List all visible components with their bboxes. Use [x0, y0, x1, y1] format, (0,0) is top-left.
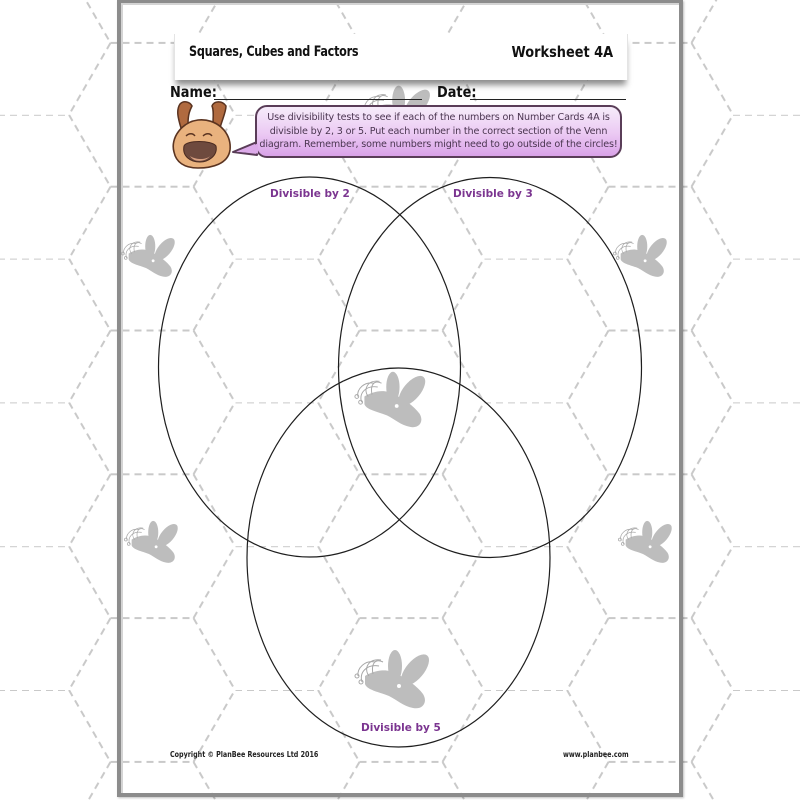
bee-icon: [124, 521, 181, 563]
worksheet-number: Worksheet 4A: [511, 43, 613, 61]
instruction-speech-bubble: [255, 105, 622, 158]
instruction-text: Use divisibility tests to see if each of the numbers on Number Cards 4A is divisible by 2, 3 or 5. Put each number in the correct section of the Venn diagram. Remember, some numbers might need to go outside of the circles!: [259, 112, 618, 151]
bee-icon: [355, 371, 430, 427]
bee-icon: [618, 521, 675, 563]
set-label-divisible-by-3: Divisible by 3: [453, 188, 533, 200]
name-label: Name:: [170, 83, 217, 101]
set-label-divisible-by-5: Divisible by 5: [361, 722, 441, 734]
bee-icon: [355, 650, 434, 709]
worksheet-header: [174, 34, 628, 80]
venn-circle-divisible-by-2[interactable]: [159, 177, 461, 557]
speech-bubble-tail: [233, 142, 257, 155]
date-label: Date:: [437, 83, 477, 101]
bee-icon: [613, 235, 670, 277]
website-link[interactable]: www.planbee.com: [563, 750, 629, 759]
date-field[interactable]: [470, 99, 626, 100]
venn-circle-divisible-by-3[interactable]: [339, 178, 642, 558]
smiling-dog-icon: [173, 102, 230, 168]
worksheet-title: Squares, Cubes and Factors: [189, 44, 359, 60]
set-label-divisible-by-2: Divisible by 2: [270, 188, 350, 200]
name-field[interactable]: [214, 99, 422, 100]
bee-icon: [121, 235, 178, 277]
copyright-text: Copyright © PlanBee Resources Ltd 2016: [170, 750, 319, 759]
